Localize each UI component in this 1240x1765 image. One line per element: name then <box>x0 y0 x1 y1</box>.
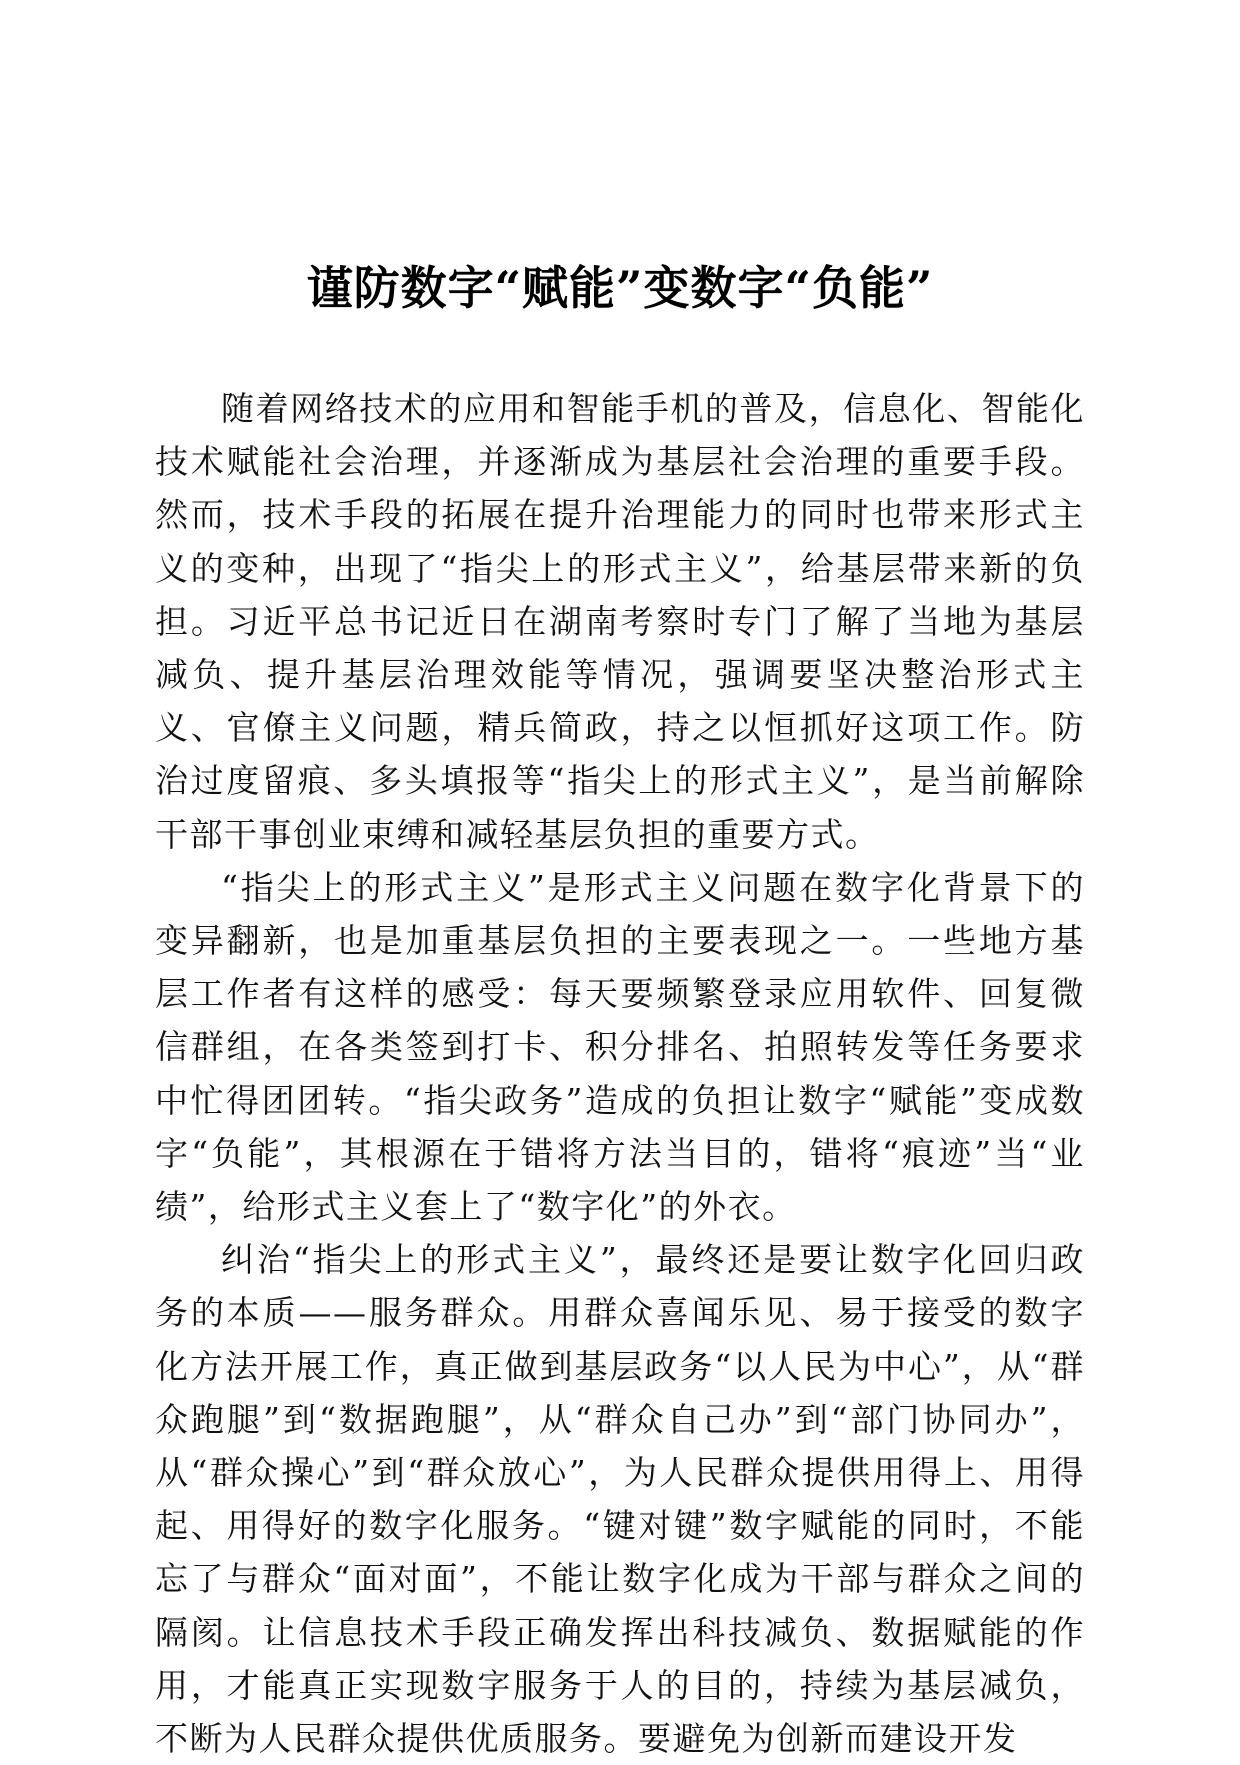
paragraph-2: “指尖上的形式主义”是形式主义问题在数字化背景下的变异翻新，也是加重基层负担的主要表现之一。一些地方基层工作者有这样的感受：每天要频繁登录应用软件、回复微信群组，在各类签到打卡、积分排名、拍照转发等任务要求中忙得团团转。“指尖政务”造成的负担让数字“赋能”变成数字“负能”，其根源在于错将方法当目的，错将“痕迹”当“业绩”，给形式主义套上了“数字化”的外衣。 <box>155 867 1085 1227</box>
document-title: 谨防数字“赋能”变数字“负能” <box>306 261 934 315</box>
paragraph-3: 纠治“指尖上的形式主义”，最终还是要让数字化回归政务的本质——服务群众。用群众喜闻乐见、易于接受的数字化方法开展工作，真正做到基层政务“以人民为中心”，从“群众跑腿”到“数据跑腿”，从“群众自己办”到“部门协同办”，从“群众操心”到“群众放心”，为人民群众提供用得上、用得起、用得好的数字化服务。“键对键”数字赋能的同时，不能忘了与群众“面对面”，不能让数字化成为干部与群众之间的隔阂。让信息技术手段正确发挥出科技减负、数据赋能的作用，才能真正实现数字服务于人的目的，持续为基层减负，不断为人民群众提供优质服务。要避免为创新而建设开发 <box>155 1240 1085 1759</box>
document-body <box>155 382 1085 1765</box>
paragraph-1: 随着网络技术的应用和智能手机的普及，信息化、智能化技术赋能社会治理，并逐渐成为基层社会治理的重要手段。然而，技术手段的拓展在提升治理能力的同时也带来形式主义的变种，出现了“指尖上的形式主义”，给基层带来新的负担。习近平总书记近日在湖南考察时专门了解了当地为基层减负、提升基层治理效能等情况，强调要坚决整治形式主义、官僚主义问题，精兵简政，持之以恒抓好这项工作。防治过度留痕、多头填报等“指尖上的形式主义”，是当前解除干部干事创业束缚和减轻基层负担的重要方式。 <box>155 389 1085 854</box>
